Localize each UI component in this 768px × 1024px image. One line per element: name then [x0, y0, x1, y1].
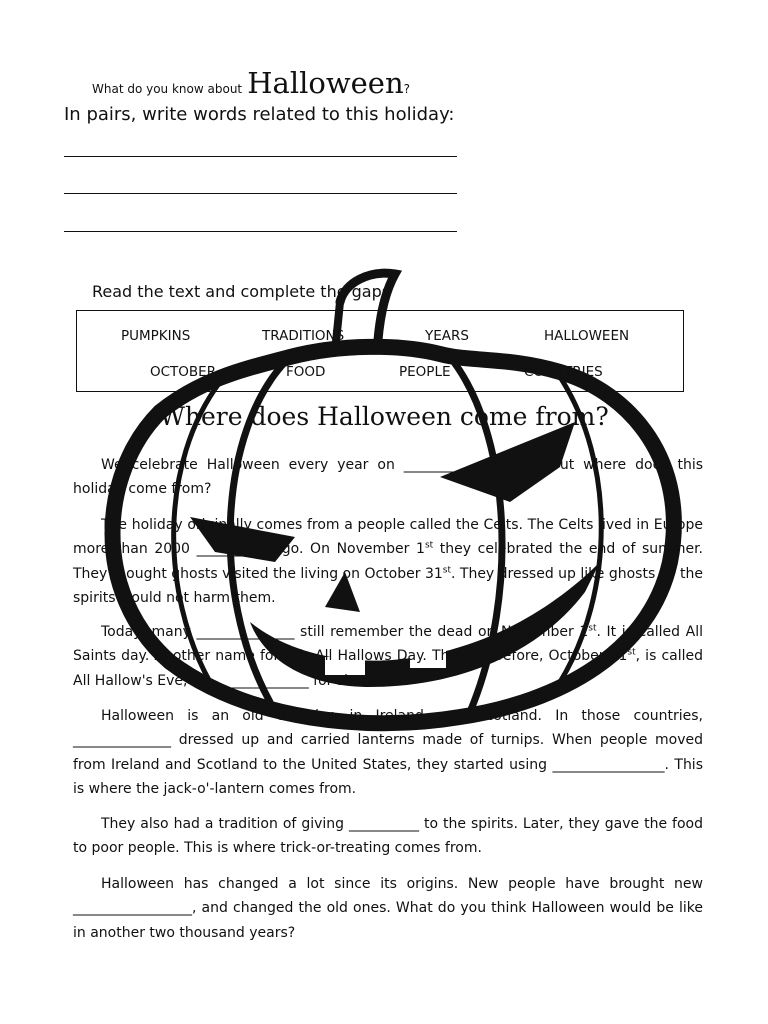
word-bank-item: PUMPKINS: [121, 328, 191, 344]
answer-line-1[interactable]: [64, 156, 457, 157]
intro-question-mark: ?: [403, 82, 411, 96]
word-bank-item: TRADITIONS: [262, 328, 345, 344]
article-paragraph-1: We celebrate Halloween every year on ______________ 31st. But where does this holiday come from?: [73, 456, 704, 498]
article-paragraph-5: They also had a tradition of giving __________ to the spirits. Later, they gave the food to poor people. This is where trick-or-treating comes from.: [73, 816, 703, 857]
answer-line-3[interactable]: [64, 231, 457, 232]
word-bank-item: OCTOBER: [150, 364, 217, 380]
gap-instruction: Read the text and complete the gaps: [92, 282, 391, 301]
article-paragraph-4: Halloween is an old tradition in Ireland and Scotland. In those countries, ______________ dressed up and carried lanterns made of turnips. When people moved from Ireland and Scotland to the United States, they started using ________________. This is where the jack-o'-lantern comes from.: [73, 708, 703, 797]
word-bank-box: [76, 310, 684, 392]
word-bank-item: YEARS: [425, 328, 469, 344]
word-bank-item: PEOPLE: [399, 364, 451, 380]
intro-question: [92, 66, 410, 100]
word-bank-item: HALLOWEEN: [544, 328, 630, 344]
article-paragraph-3: Today, many ______________ still remember the dead on November 1st. It is called All Saints day. Another name for it is All Hallows Day. The day before, October 31st, is called All Hallow's Eve, or ______________ for short.: [73, 623, 703, 689]
pairs-instruction: In pairs, write words related to this holiday:: [64, 104, 455, 125]
article-title: Where does Halloween come from?: [159, 402, 609, 431]
intro-question-halloween: Halloween: [247, 66, 404, 100]
article-paragraph-2: The holiday originally comes from a people called the Celts. The Celts lived in Europe more than 2000 __________ ago. On November 1st they celebrated the end of summer. They thought ghosts visited the living on October 31st. They dressed up like ghosts so the spirits would not harm them.: [73, 517, 703, 606]
word-bank-item: FOOD: [286, 364, 326, 380]
answer-line-2[interactable]: [64, 193, 457, 194]
article-paragraph-6: Halloween has changed a lot since its origins. New people have brought new _________________, and changed the old ones. What do you think Halloween would be like in another two thousand years?: [73, 876, 703, 941]
intro-question-text: What do you know about: [92, 82, 243, 96]
word-bank-item: COUNTRIES: [524, 364, 603, 380]
